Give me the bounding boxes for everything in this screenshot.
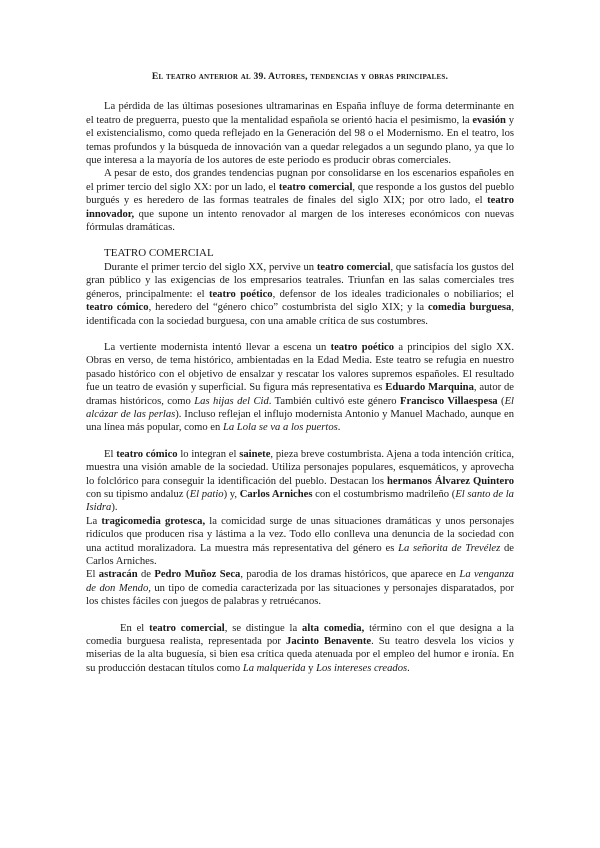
document-title: El teatro anterior al 39. Autores, tendencias y obras principales. [151, 71, 449, 82]
paragraph-tendencias: A pesar de esto, dos grandes tendencias pugnan por consolidarse en los escenarios españoles en el primer tercio del siglo XX: por un lado, el teatro comercial, que responde a los gustos del pueblo burgués y es heredero de las formas teatrales de finales del siglo XIX; por otro lado, el teatro innovador, que supone un intento renovador al margen de los intereses económicos con nuevas fórmulas dramáticas. [86, 168, 514, 234]
document-page [86, 70, 514, 675]
paragraph-tragicomedia: La tragicomedia grotesca, la comicidad surge de unas situaciones dramáticas y unos personajes ridículos que producen risa y lástima a la vez. Todo ello conlleva una denuncia de la sociedad con una actitud moralizadora. La muestra más representativa del género es La señorita de Trevélez de Carlos Arniches. [86, 515, 514, 567]
paragraph-intro: La pérdida de las últimas posesiones ultramarinas en España influye de forma determinante en el teatro de preguerra, puesto que la mentalidad española se orientó hacia el pesimismo, la evasión y el existencialismo, como queda reflejado en la Generación del 98 o el Modernismo. En el teatro, los temas profundos y la búsqueda de innovación van a quedar relegados a un segundo plano, ya que lo que interesa a la mayoría de los autores de este periodo es producir obras comerciales. [86, 101, 514, 167]
paragraph-alta-comedia: En el teatro comercial, se distingue la alta comedia, término con el que designa a la comedia burguesa realista, representada por Jacinto Benavente. Su teatro desvela los vicios y miserias de la alta buguesía, si bien esa crítica queda atenuada por el empleo del humor e ironía. En su producción destacan títulos como La malquerida y Los intereses creados. [86, 622, 515, 674]
section-heading: TEATRO COMERCIAL [104, 247, 214, 260]
paragraph-teatro-poetico: La vertiente modernista intentó llevar a escena un teatro poético a principios del siglo XX. Obras en verso, de tema histórico, ambientadas en la Edad Media. Este teatro se refugia en nuestro pasado histórico con el objetivo de ensalzar y rescatar los valores supremos españoles. El resultado fue un teatro de evasión y superficial. Su figura más representativa es Eduardo Marquina, autor de dramas históricos, como Las hijas del Cid. También cultivó este género Francisco Villaespesa (El alcázar de las perlas). Incluso reflejan el influjo modernista Antonio y Manuel Machado, aunque en una línea más popular, como en La Lola se va a los puertos. [86, 341, 514, 434]
paragraph-teatro-comercial: Durante el primer tercio del siglo XX, pervive un teatro comercial, que satisfacía los gustos del gran público y las exigencias de los empresarios teatrales. Triunfan en las salas comerciales tres géneros, principalmente: el teatro poético, defensor de los ideales tradicionales o nobiliarios; el teatro cómico, heredero del “género chico” costumbrista del siglo XIX; y la comedia burguesa, identificada con la sociedad burguesa, con una amable crítica de sus costumbres. [86, 261, 515, 327]
paragraph-astracan: El astracán de Pedro Muñoz Seca, parodia de los dramas históricos, que aparece en La venganza de don Mendo, un tipo de comedia caracterizada por las situaciones y personajes disparatados, por los chistes fáciles con juegos de palabras y retruécanos. [86, 569, 514, 608]
paragraph-teatro-comico: El teatro cómico lo integran el sainete, pieza breve costumbrista. Ajena a toda intención crítica, muestra una visión amable de la sociedad. Utiliza personajes populares, esquemáticos, y aprovecha lo folclórico para conseguir la identificación del pueblo. Destacan los hermanos Álvarez Quintero con su tipismo andaluz (El patio) y, Carlos Arniches con el costumbrismo madrileño (El santo de la Isidra). [86, 448, 515, 514]
